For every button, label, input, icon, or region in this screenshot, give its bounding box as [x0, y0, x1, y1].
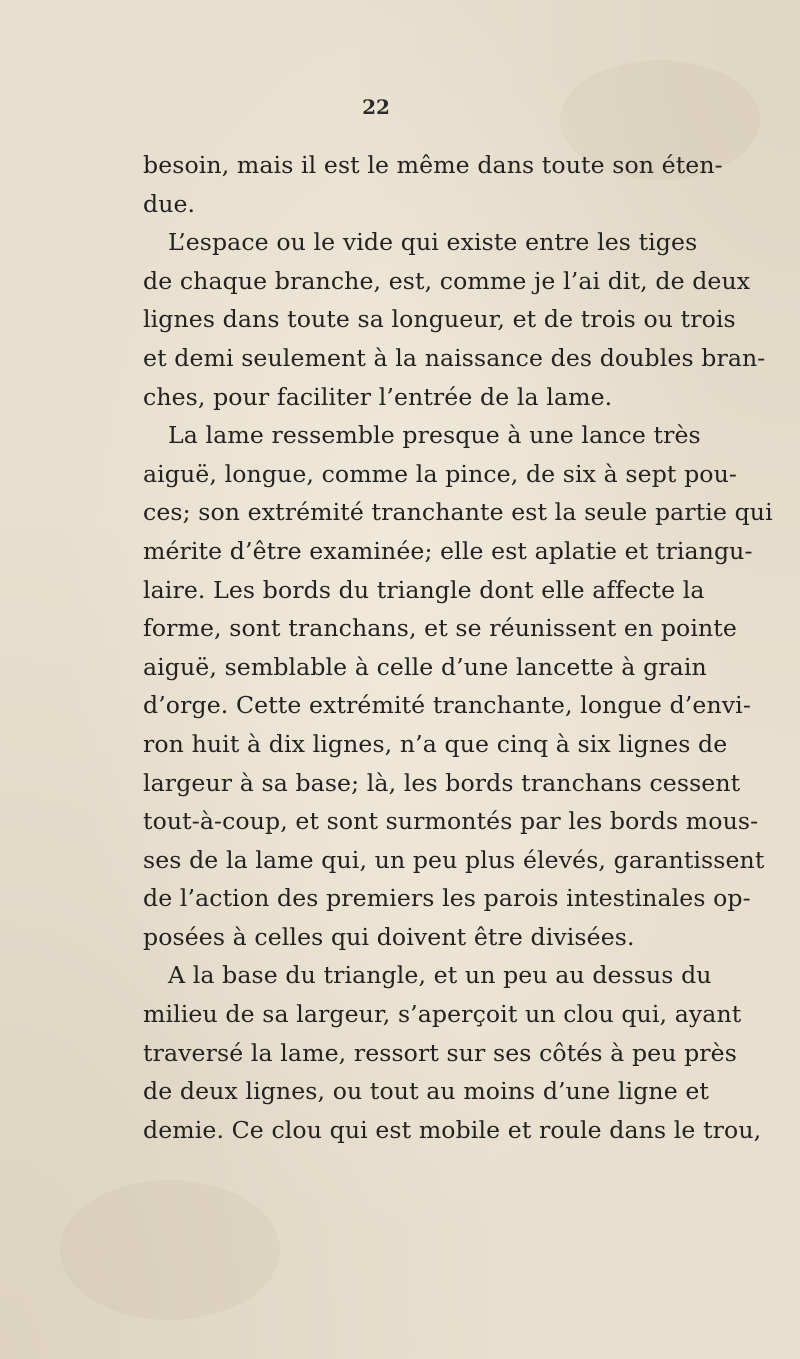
text-line: de deux lignes, ou tout au moins d’une ligne et	[143, 1077, 709, 1106]
text-line: due.	[143, 189, 196, 218]
text-line: demie. Ce clou qui est mobile et roule dans le trou,	[143, 1115, 762, 1144]
text-line: de l’action des premiers les parois intestinales op-	[143, 884, 751, 913]
text-line: La lame ressemble presque à une lance très	[168, 421, 701, 450]
text-line: A la base du triangle, et un peu au dessus du	[168, 961, 712, 990]
text-line: et demi seulement à la naissance des doubles bran-	[143, 343, 766, 372]
text-line: L’espace ou le vide qui existe entre les tiges	[168, 228, 698, 257]
text-line: forme, sont tranchans, et se réunissent en pointe	[143, 614, 737, 643]
text-line: mérite d’être examinée; elle est aplatie et triangu-	[143, 536, 753, 565]
text-line: largeur à sa base; là, les bords tranchans cessent	[143, 768, 741, 797]
text-line: aiguë, semblable à celle d’une lancette à grain	[143, 652, 707, 681]
text-line: d’orge. Cette extrémité tranchante, longue d’envi-	[143, 691, 751, 720]
page-number: 22	[362, 95, 390, 119]
text-line: laire. Les bords du triangle dont elle affecte la	[143, 575, 705, 604]
text-line: lignes dans toute sa longueur, et de trois ou trois	[143, 305, 736, 334]
text-line: ron huit à dix lignes, n’a que cinq à six lignes de	[143, 729, 728, 758]
text-line: ces; son extrémité tranchante est la seule partie qui	[143, 498, 773, 527]
text-line: de chaque branche, est, comme je l’ai dit, de deux	[143, 266, 751, 295]
text-line: tout-à-coup, et sont surmontés par les bords mous-	[143, 807, 759, 836]
text-line: aiguë, longue, comme la pince, de six à sept pou-	[143, 459, 737, 488]
paper-stain	[60, 1180, 280, 1320]
page-text	[143, 146, 773, 1149]
text-line: ches, pour faciliter l’entrée de la lame.	[143, 382, 613, 411]
text-line: posées à celles qui doivent être divisées.	[143, 922, 635, 951]
text-line: milieu de sa largeur, s’aperçoit un clou qui, ayant	[143, 1000, 742, 1029]
text-line: ses de la lame qui, un peu plus élevés, garantissent	[143, 845, 765, 874]
text-line: traversé la lame, ressort sur ses côtés à peu près	[143, 1038, 737, 1067]
text-line: besoin, mais il est le même dans toute son éten-	[143, 151, 723, 179]
